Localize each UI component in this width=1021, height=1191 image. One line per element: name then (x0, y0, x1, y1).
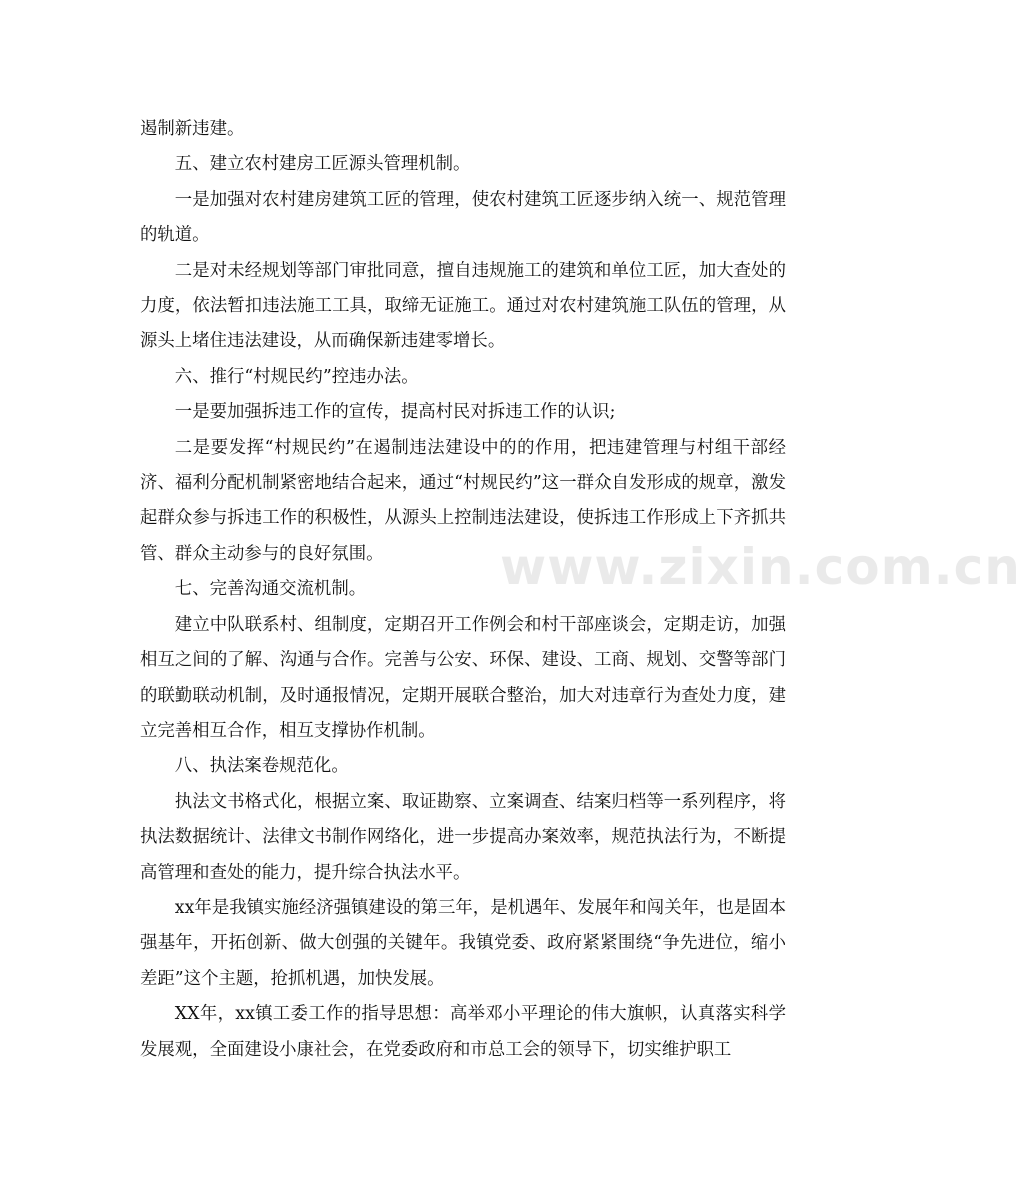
section-heading-6: 六、推行“村规民约”控违办法。 (174, 366, 419, 387)
section-heading-8: 八、执法案卷规范化。 (174, 756, 349, 777)
paragraph: 一是加强对农村建房建筑工匠的管理，使农村建筑工匠逐步纳入统一、规范管理的轨道。 (140, 189, 786, 246)
paragraph: 二是要发挥“村规民约”在遏制违法建设中的的作用，把违建管理与村组干部经济、福利分配机制紧密地结合起来，通过“村规民约”这一群众自发形成的规章，激发起群众参与拆违工作的积极性，从源头上控制违法建设，使拆违工作形成上下齐抓共管、群众主动参与的良好氛围。 (140, 437, 786, 564)
section-heading-5: 五、建立农村建房工匠源头管理机制。 (174, 154, 471, 175)
document-body (140, 112, 786, 1068)
paragraph: 一是要加强拆违工作的宣传，提高村民对拆违工作的认识; (174, 402, 616, 423)
section-heading-7: 七、完善沟通交流机制。 (174, 579, 367, 600)
paragraph-continuation: 遏制新违建。 (140, 119, 245, 139)
paragraph: 执法文书格式化，根据立案、取证勘察、立案调查、结案归档等一系列程序，将执法数据统计、法律文书制作网络化，进一步提高办案效率，规范执法行为，不断提高管理和查处的能力，提升综合执法水平。 (140, 791, 786, 883)
paragraph: 建立中队联系村、组制度，定期召开工作例会和村干部座谈会，定期走访，加强相互之间的了解、沟通与合作。完善与公安、环保、建设、工商、规划、交警等部门的联勤联动机制，及时通报情况，定期开展联合整治，加大对违章行为查处力度，建立完善相互合作，相互支撑协作机制。 (140, 614, 786, 741)
paragraph: 二是对未经规划等部门审批同意，擅自违规施工的建筑和单位工匠，加大查处的力度，依法暂扣违法施工工具，取缔无证施工。通过对农村建筑施工队伍的管理，从源头上堵住违法建设，从而确保新违建零增长。 (140, 260, 786, 352)
paragraph: xx年是我镇实施经济强镇建设的第三年，是机遇年、发展年和闯关年，也是固本强基年，开拓创新、做大创强的关键年。我镇党委、政府紧紧围绕“争先进位，缩小差距”这个主题，抢抓机遇，加快发展。 (140, 897, 786, 989)
watermark: www.zixin.com.cn (500, 538, 1021, 596)
paragraph: XX年，xx镇工委工作的指导思想：高举邓小平理论的伟大旗帜，认真落实科学发展观，全面建设小康社会，在党委政府和市总工会的领导下，切实维护职工 (140, 1004, 786, 1060)
